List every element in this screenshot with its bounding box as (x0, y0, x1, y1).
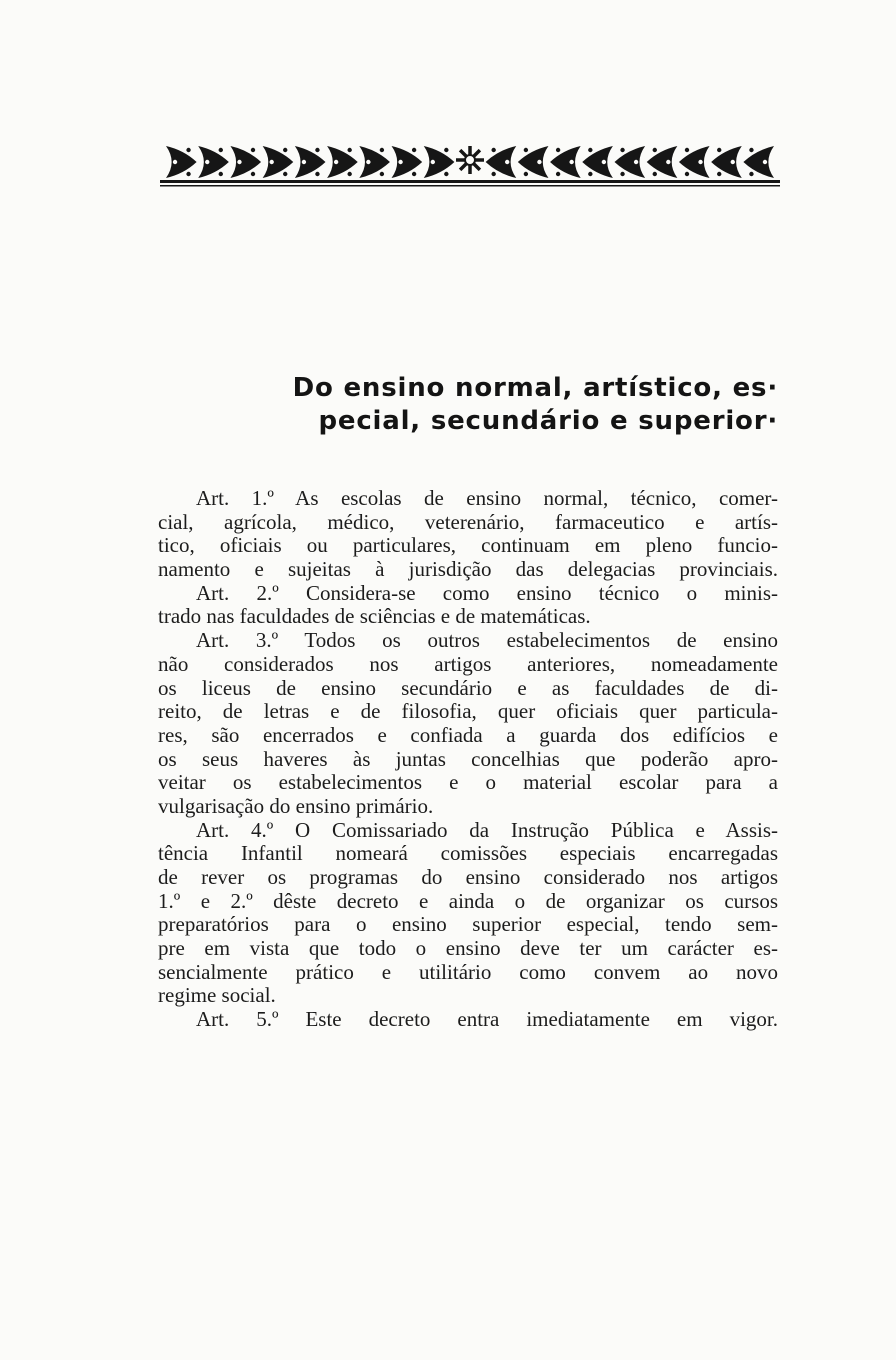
ornament-motif (392, 146, 423, 178)
body-line: Art. 1.º As escolas de ensino normal, técnico, comer- (196, 487, 778, 510)
body-line: Art. 3.º Todos os outros estabelecimentos de ensino (196, 629, 778, 653)
body-line: os liceus de ensino secundário e as faculdades de di- (158, 676, 778, 700)
ornament-motif (166, 146, 197, 178)
ornament-motif (230, 146, 261, 178)
ornament-motif (679, 146, 710, 178)
ornament-motif (582, 146, 613, 178)
body-line: regime social. (158, 984, 276, 1008)
ornament-rule (160, 180, 780, 183)
ornament-motif (550, 146, 581, 178)
body-line: vulgarisação do ensino primário. (158, 794, 434, 818)
ornament-motif (711, 146, 742, 178)
ornament-motif (359, 146, 390, 178)
ornament-motif (198, 146, 229, 178)
body-line: trado nas faculdades de sciências e de matemáticas. (158, 605, 591, 629)
body-line: Art. 5.º Este decreto entra imediatamente em vigor. (196, 1008, 778, 1032)
body-line: 1.º e 2.º dêste decreto e ainda o de organizar os cursos (158, 889, 778, 913)
body-line: pre em vista que todo o ensino deve ter um carácter es- (158, 937, 778, 961)
decree-body (158, 487, 778, 1032)
body-line: res, são encerrados e confiada a guarda dos edifícios e (158, 723, 778, 747)
body-line: sencialmente prático e utilitário como convem ao novo (158, 960, 778, 984)
body-line: namento e sujeitas à jurisdição das delegacias provinciais. (158, 558, 778, 582)
body-line: preparatórios para o ensino superior especial, tendo sem- (158, 913, 778, 937)
ornament-motif (518, 146, 549, 178)
body-line: não considerados nos artigos anteriores, nomeadamente (158, 652, 778, 676)
ornament-motif (615, 146, 646, 178)
body-line: os seus haveres às juntas concelhias que poderão apro- (158, 747, 778, 771)
body-line: veitar os estabelecimentos e o material escolar para a (158, 771, 778, 795)
body-line: reito, de letras e de filosofia, quer oficiais quer particula- (158, 700, 778, 724)
section-title-line-1: Do ensino normal, artístico, es· (292, 373, 778, 403)
body-line: cial, agrícola, médico, veterenário, farmaceutico e artís- (158, 510, 778, 534)
body-line: Art. 4.º O Comissariado da Instrução Pública e Assis- (196, 818, 778, 842)
section-title (200, 372, 778, 438)
ornament-motif (743, 146, 774, 178)
section-title-line-2: pecial, secundário e superior· (318, 406, 778, 436)
body-line: tico, oficiais ou particulares, continuam em pleno funcio- (158, 534, 778, 558)
ornament-motif (486, 146, 517, 178)
ornamental-header-band (160, 140, 780, 190)
ornament-motif (295, 146, 326, 178)
ornament-motif (424, 146, 455, 178)
ornament-motif (647, 146, 678, 178)
ornament-motif (327, 146, 358, 178)
ornament-motif (263, 146, 294, 178)
body-line: de rever os programas do ensino considerado nos artigos (158, 866, 778, 889)
body-line: tência Infantil nomeará comissões especiais encarregadas (158, 842, 778, 866)
body-line: Art. 2.º Considera-se como ensino técnico o minis- (196, 581, 778, 605)
